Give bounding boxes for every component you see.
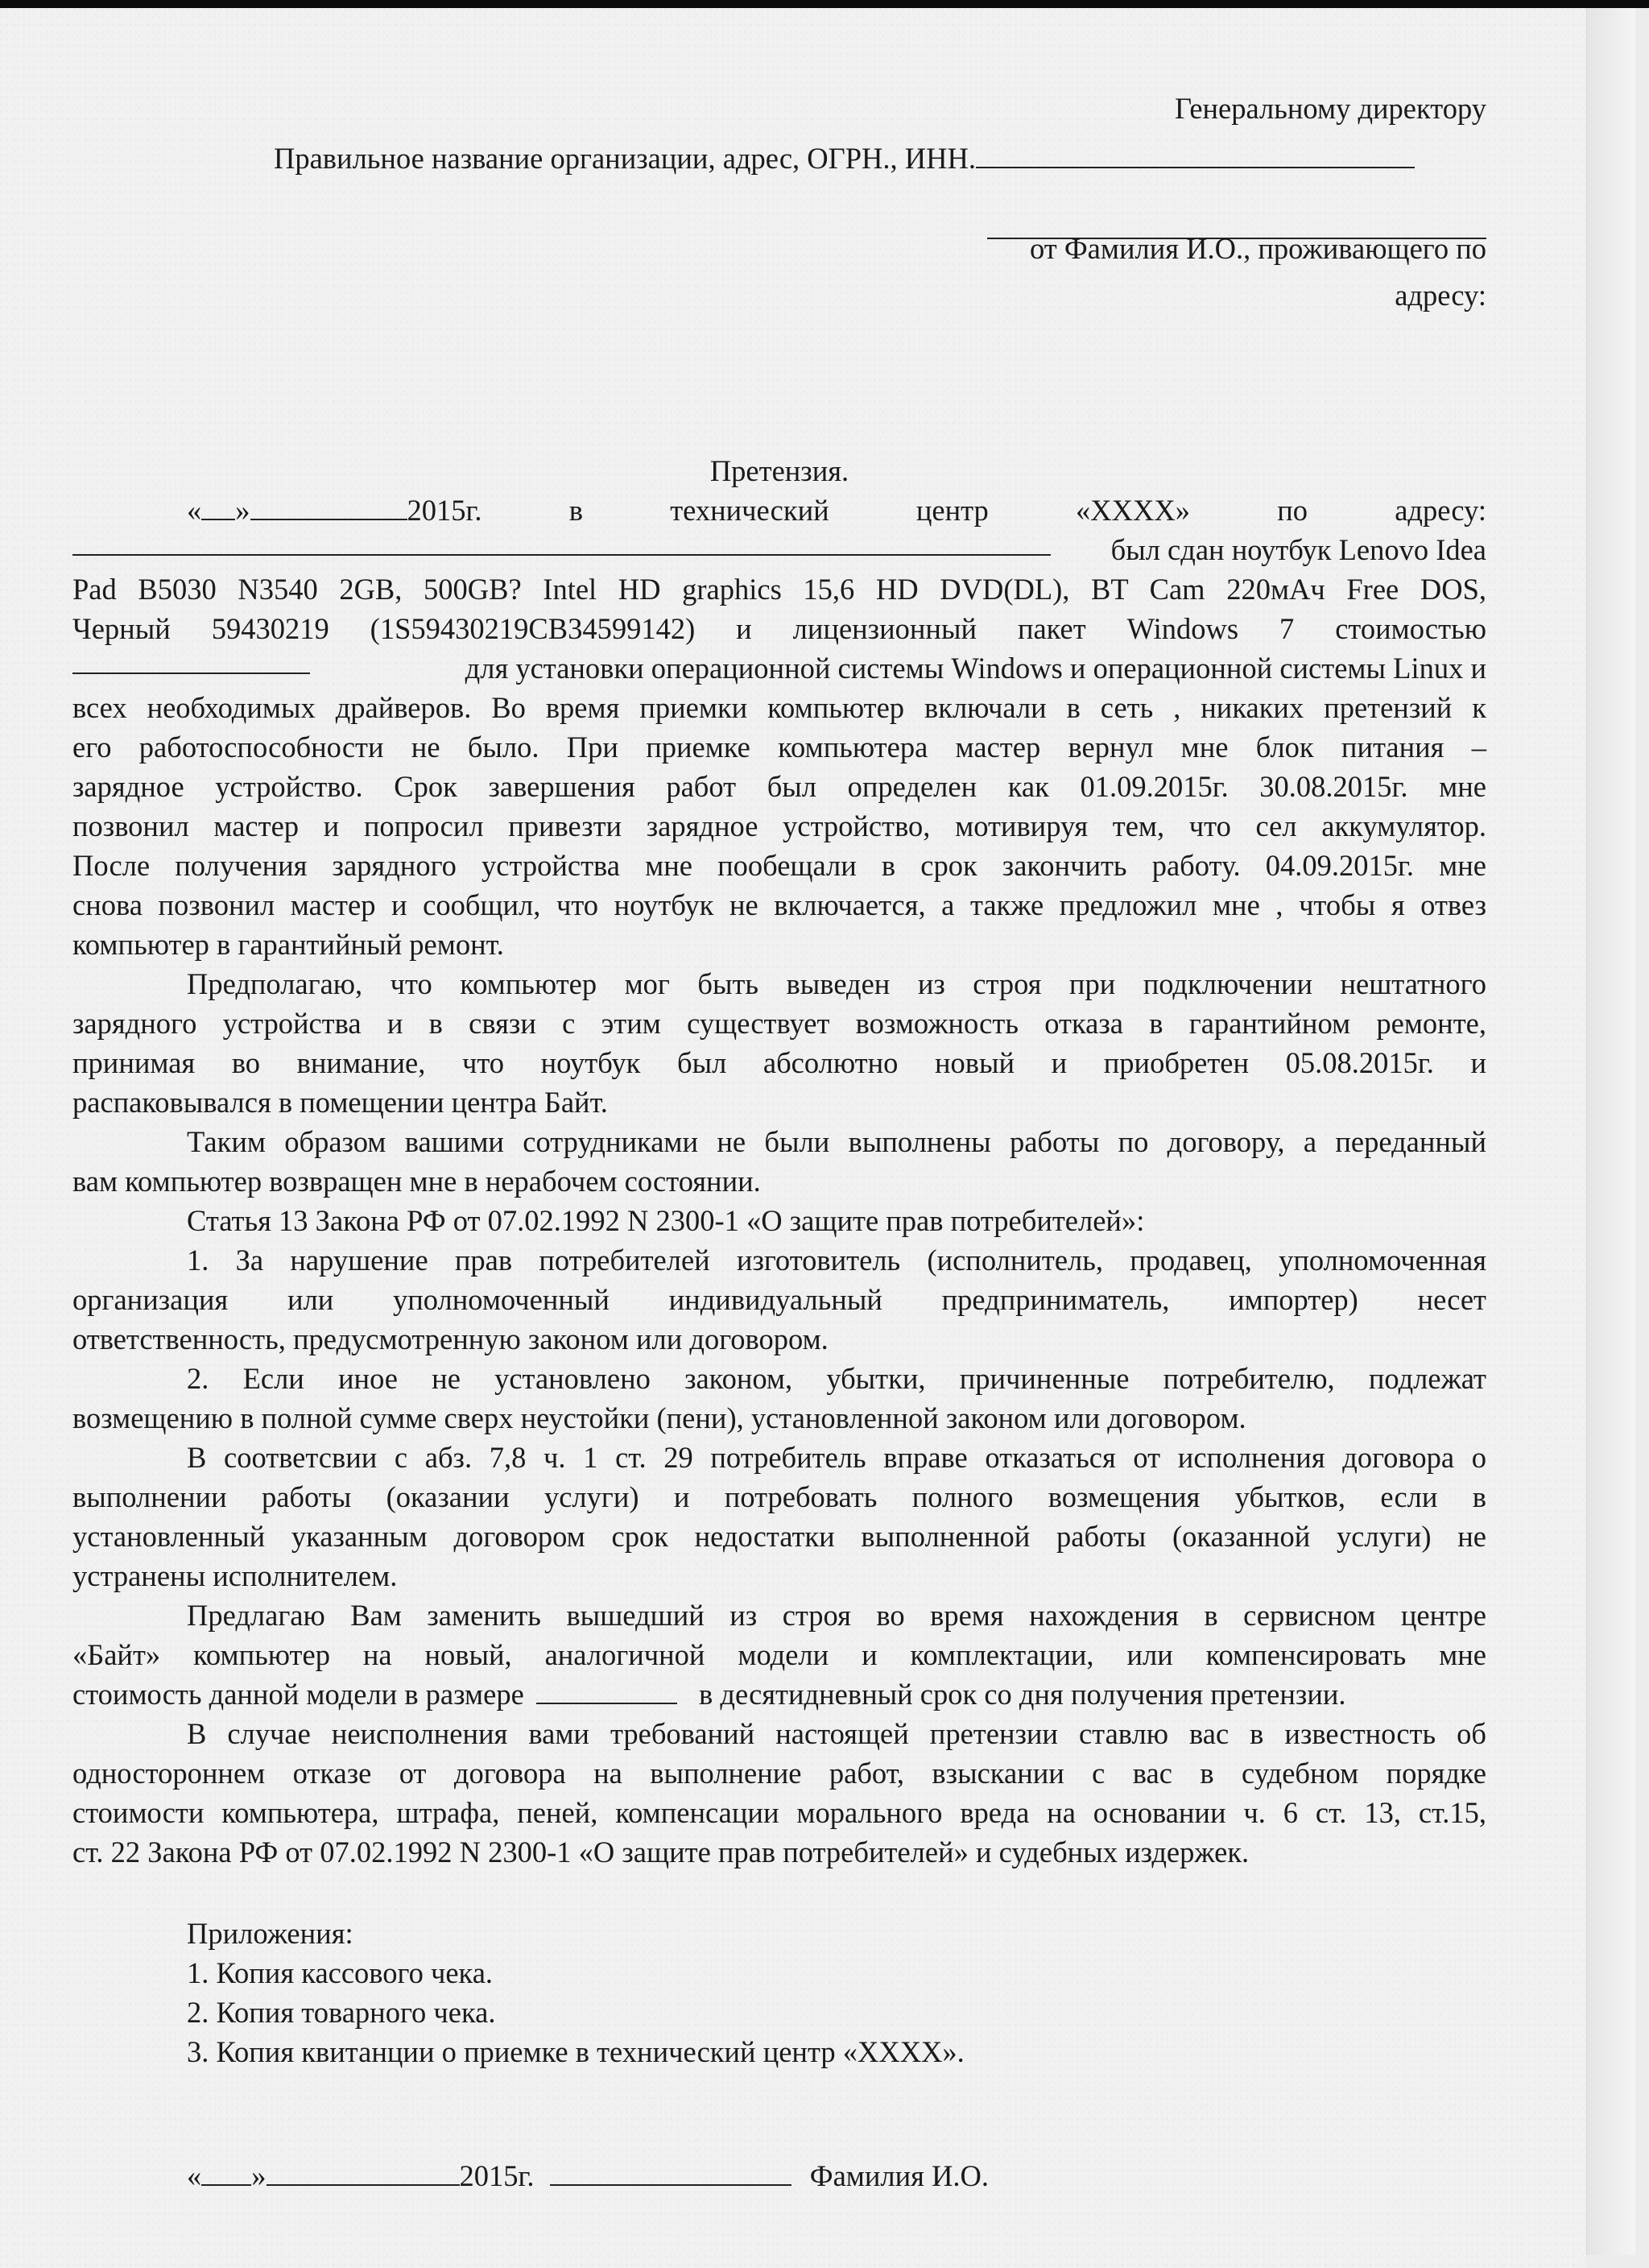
paragraph-line: «Байт» компьютер на новый, аналогичной модели и комплектации, или компенсировать мне <box>72 1638 1486 1671</box>
scan-border-right <box>1586 8 1635 2255</box>
addressee-title: Генеральному директору <box>1175 92 1486 125</box>
paragraph-line: установленный указанным договором срок недостатки выполненной работы (оказанной услуги) не <box>72 1520 1486 1553</box>
from-line: от Фамилия И.О., проживающего по <box>1029 232 1486 265</box>
text: был сдан ноутбук Lenovo Idea <box>1110 533 1486 566</box>
paragraph-line-last: устранены исполнителем. <box>72 1559 398 1592</box>
paragraph-line-last: Статья 13 Закона РФ от 07.02.1992 N 2300-1 «О защите прав потребителей»: <box>187 1204 1145 1237</box>
intro-line: его работоспособности не было. При приемке компьютера мастер вернул мне блок питания – <box>72 730 1486 764</box>
intro-line-3: Pad B5030 N3540 2GB, 500GB? Intel HD graphics 15,6 HD DVD(DL), BT Cam 220мАч Free DOS, <box>72 573 1486 606</box>
word: «XXXX» <box>1076 494 1190 527</box>
paragraph-line: 1. За нарушение прав потребителей изготовитель (исполнитель, продавец, уполномоченная <box>187 1244 1486 1277</box>
paragraph-line-last <box>72 1674 1486 1714</box>
word: по <box>1277 494 1308 527</box>
paragraph-assumption <box>72 964 1486 1122</box>
organization-label: Правильное название организации, адрес, ОГРН., ИНН. <box>274 142 976 175</box>
paragraph-line: организация или уполномоченный индивидуальный предприниматель, импортер) несет <box>72 1283 1486 1316</box>
paragraph-line-last: ответственность, предусмотренную законом или договором. <box>72 1322 829 1355</box>
text: стоимость данной модели в размере <box>72 1678 524 1711</box>
paragraph-line-last: возмещению в полной сумме сверх неустойки (пени), установленной законом или договором. <box>72 1401 1246 1434</box>
signature-blank <box>550 2160 791 2186</box>
attachments-heading: Приложения: <box>187 1917 353 1950</box>
text: в десятидневный срок со дня получения претензии. <box>699 1678 1346 1711</box>
quote-close: » <box>235 494 250 527</box>
paragraph-line-last: ст. 22 Закона РФ от 07.02.1992 N 2300-1 «О защите прав потребителей» и судебных издержек. <box>72 1836 1250 1869</box>
paragraph-line: выполнении работы (оказании услуги) и потребовать полного возмещения убытков, если в <box>72 1480 1486 1513</box>
paragraph-line: Таким образом вашими сотрудниками не были выполнены работы по договору, а переданный <box>187 1125 1486 1158</box>
paragraph-line: одностороннем отказе от договора на выполнение работ, взыскании с вас в судебном порядке <box>72 1757 1486 1790</box>
intro-line-5 <box>72 648 1486 688</box>
intro-paragraph <box>72 490 1486 964</box>
month-blank <box>267 2160 460 2186</box>
paragraph-line: зарядного устройства и в связи с этим существует возможность отказа в гарантийном ремонте, <box>72 1007 1486 1040</box>
intro-line-2 <box>72 530 1486 569</box>
signature-line <box>72 2156 1486 2196</box>
paragraph-line: В случае неисполнения вами требований настоящей претензии ставлю вас в известность об <box>187 1717 1486 1750</box>
organization-line <box>274 139 1415 178</box>
intro-line: позвонил мастер и попросил привезти зарядное устройство, мотивируя тем, что сел аккумулятор. <box>72 809 1486 842</box>
addressee-block <box>72 89 1486 383</box>
paragraph-line: 2. Если иное не установлено законом, убытки, причиненные потребителю, подлежат <box>187 1362 1486 1395</box>
intro-line: всех необходимых драйверов. Во время приемки компьютер включали в сеть , никаких претензий к <box>72 691 1486 724</box>
intro-line: После получения зарядного устройства мне пообещали в срок закончить работу. 04.09.2015г. мне <box>72 849 1486 882</box>
word: технический <box>670 494 829 527</box>
text: для установки операционной системы Windows и операционной системы Linux и <box>465 652 1486 685</box>
letter-body <box>72 89 1486 2196</box>
paragraph-law-clause-2 <box>72 1359 1486 1438</box>
quote-open: « <box>187 494 202 527</box>
word: адресу: <box>1395 494 1486 527</box>
paragraph-warning <box>72 1714 1486 1872</box>
paragraph-law-reference <box>72 1201 1486 1240</box>
paragraph-line: Предлагаю Вам заменить вышедший из строя во время нахождения в сервисном центре <box>187 1599 1486 1632</box>
intro-line-1 <box>72 490 1486 530</box>
day-blank <box>201 2160 251 2186</box>
quote-close: » <box>251 2159 267 2192</box>
attachment-item: 3. Копия квитанции о приемке в технический центр «XXXX». <box>187 2035 965 2068</box>
word: в <box>568 494 583 527</box>
amount-blank <box>536 1678 677 1704</box>
paragraph-article-29 <box>72 1438 1486 1595</box>
paragraph-conclusion <box>72 1122 1486 1201</box>
paragraph-line: принимая во внимание, что ноутбук был абсолютно новый и приобретен 05.08.2015г. и <box>72 1046 1486 1079</box>
month-blank <box>250 495 407 520</box>
paragraph-line: Предполагаю, что компьютер мог быть выведен из строя при подключении нештатного <box>187 967 1486 1000</box>
paragraph-line: стоимости компьютера, штрафа, пеней, компенсации морального вреда на основании ч. 6 ст. 13, ст.15, <box>72 1796 1486 1829</box>
year: 2015г. <box>459 2159 535 2192</box>
attachment-item: 1. Копия кассового чека. <box>187 1956 494 1989</box>
attachment-item: 2. Копия товарного чека. <box>187 1996 496 2029</box>
year: 2015г. <box>407 494 482 527</box>
document-title: Претензия. <box>709 454 849 487</box>
paragraph-law-clause-1 <box>72 1240 1486 1359</box>
paragraph-line-last: распаковывался в помещении центра Байт. <box>72 1086 608 1119</box>
word: центр <box>915 494 989 527</box>
intro-line-4: Черный 59430219 (1S59430219CB34599142) и лицензионный пакет Windows 7 стоимостью <box>72 612 1486 645</box>
intro-line: зарядное устройство. Срок завершения работ был определен как 01.09.2015г. 30.08.2015г. мне <box>72 770 1486 803</box>
intro-line: снова позвонил мастер и сообщил, что ноутбук не включается, а также предложил мне , чтобы я отвез <box>72 888 1486 921</box>
quote-open: « <box>187 2159 202 2192</box>
date-field <box>187 490 481 530</box>
address-label: адресу: <box>1395 279 1486 312</box>
price-blank <box>72 648 310 674</box>
paragraph-line-last: вам компьютер возвращен мне в нерабочем состоянии. <box>72 1165 761 1198</box>
paragraph-line: В соответсвии с абз. 7,8 ч. 1 ст. 29 потребитель вправе отказаться от исполнения договора о <box>187 1441 1486 1474</box>
address-blank <box>72 530 1051 556</box>
attachments-list <box>72 1914 1486 2071</box>
day-blank <box>201 495 235 520</box>
paragraph-offer <box>72 1595 1486 1714</box>
organization-blank <box>976 143 1415 168</box>
signer-name: Фамилия И.О. <box>809 2159 990 2192</box>
scan-border-top <box>0 0 1649 8</box>
intro-line-last: компьютер в гарантийный ремонт. <box>72 928 504 961</box>
